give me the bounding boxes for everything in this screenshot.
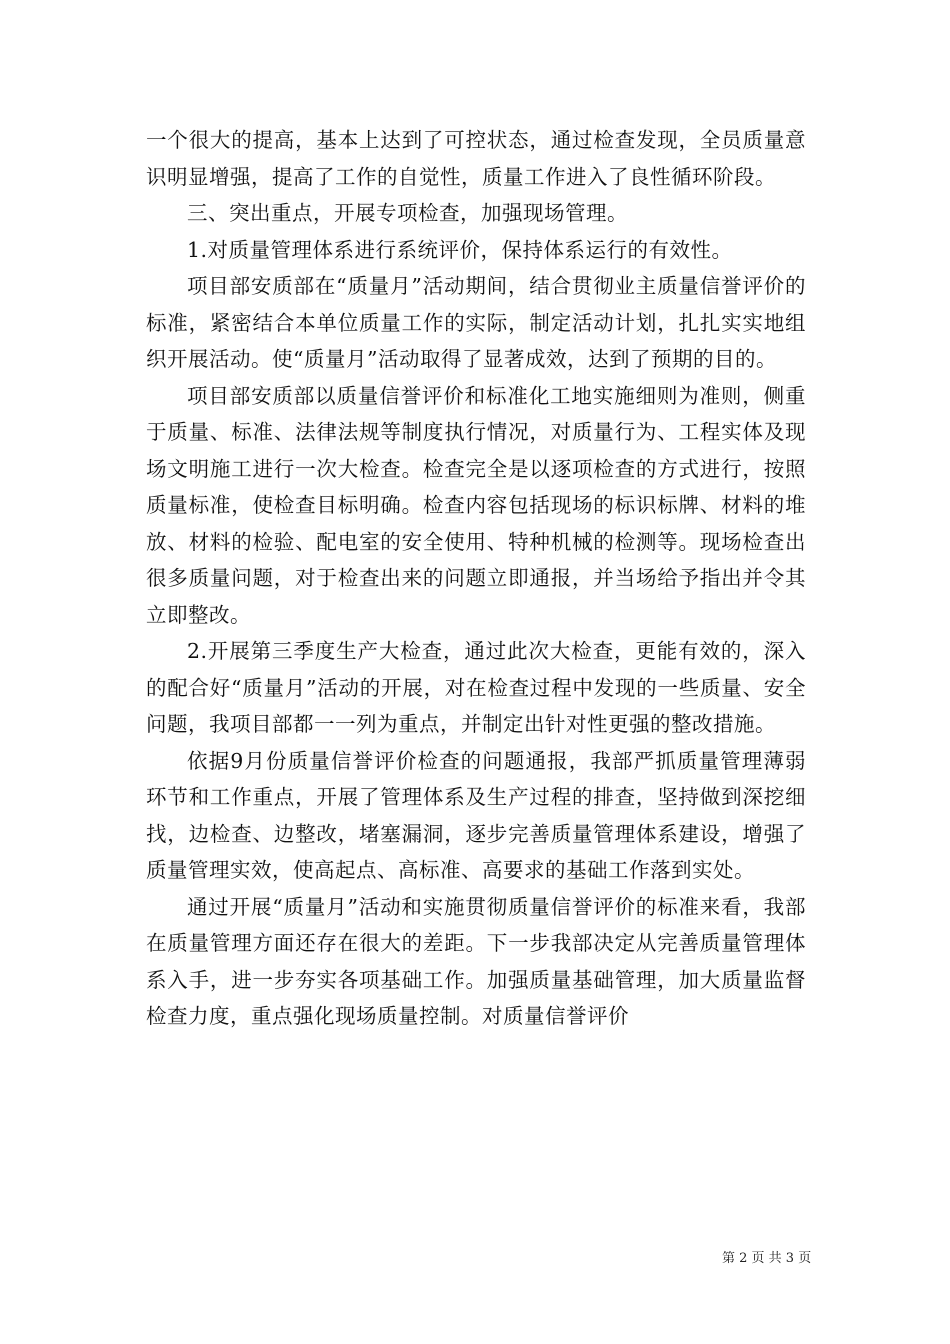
page-number: 第 2 页 共 3 页	[722, 1251, 812, 1266]
subsection-heading-1: 1.对质量管理体系进行系统评价，保持体系运行的有效性。	[187, 237, 733, 262]
paragraph: 通过开展“质量月”活动和实施贯彻质量信誉评价的标准来看，我部在质量管理方面还存在很大的差距。下一步我部决定从完善质量管理体系入手，进一步夯实各项基础工作。加强质量基础管理，加大质量监督检查力度，重点强化现场质量控制。对质量信誉评价	[146, 894, 806, 1028]
subsection-heading-2: 2.开展第三季度生产大检查，通过此次大检查，更能有效的，深入的配合好“质量月”活动的开展，对在检查过程中发现的一些质量、安全问题，我项目部都一一列为重点，并制定出针对性更强的整改措施。	[146, 639, 806, 736]
section-heading: 三、突出重点，开展专项检查，加强现场管理。	[187, 201, 628, 225]
paragraph-continuation: 一个很大的提高，基本上达到了可控状态，通过检查发现，全员质量意识明显增强，提高了工作的自觉性，质量工作进入了良性循环阶段。	[146, 128, 806, 189]
paragraph: 依据9月份质量信誉评价检查的问题通报，我部严抓质量管理薄弱环节和工作重点，开展了管理体系及生产过程的排查，坚持做到深挖细找，边检查、边整改，堵塞漏洞，逐步完善质量管理体系建设，增强了质量管理实效，使高起点、高标准、高要求的基础工作落到实处。	[146, 748, 806, 882]
paragraph: 项目部安质部在“质量月”活动期间，结合贯彻业主质量信誉评价的标准，紧密结合本单位质量工作的实际，制定活动计划，扎扎实实地组织开展活动。使“质量月”活动取得了显著成效，达到了预期的目的。	[146, 274, 806, 371]
document-body	[146, 122, 806, 1035]
paragraph: 项目部安质部以质量信誉评价和标准化工地实施细则为准则，侧重于质量、标准、法律法规等制度执行情况，对质量行为、工程实体及现场文明施工进行一次大检查。检查完全是以逐项检查的方式进行，按照质量标准，使检查目标明确。检查内容包括现场的标识标牌、材料的堆放、材料的检验、配电室的安全使用、特种机械的检测等。现场检查出很多质量问题，对于检查出来的问题立即通报，并当场给予指出并令其立即整改。	[146, 383, 806, 627]
